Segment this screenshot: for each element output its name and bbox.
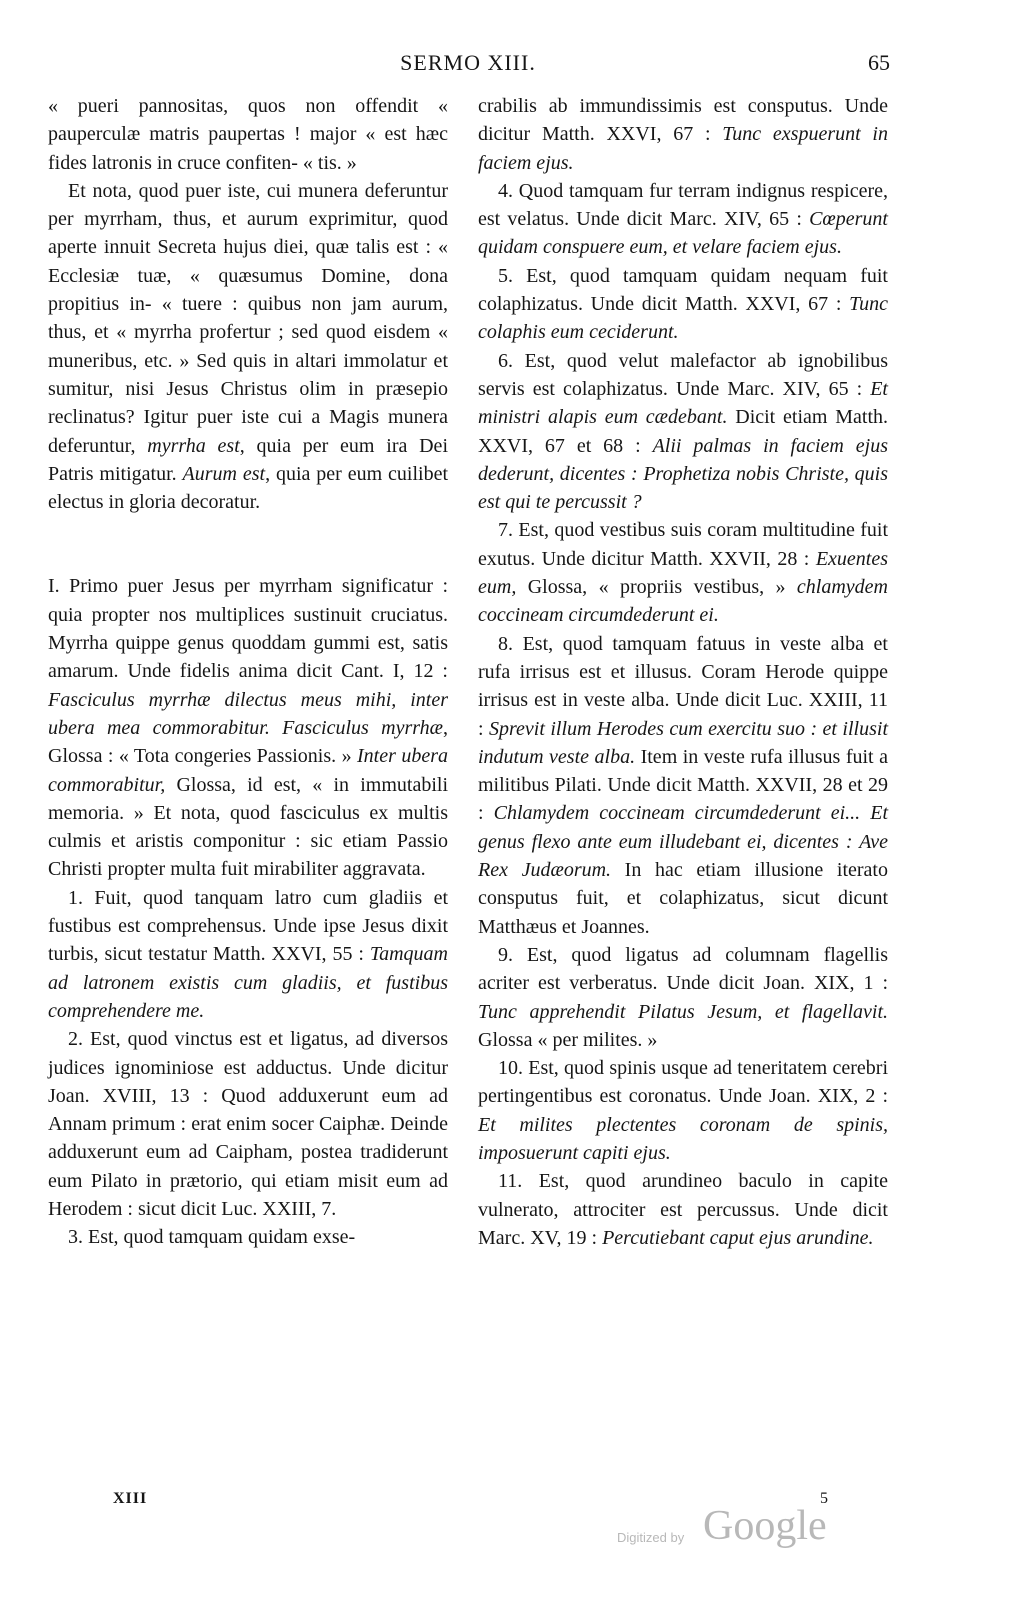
paragraph-secreta: Et nota, quod puer iste, cui munera deferuntur per myrrham, thus, et aurum exprimitur, quod aperte innuit Secreta hujus diei, quæ talis est : « Ecclesiæ tuæ, « quæsumus Domine, dona propitius in- « tuere : quibus non jam aurum, thus, et « myrrha profertur ; sed quod eisdem « muneribus, etc. » Sed quis in altari immolatur et sumitur, nisi Jesus Christus olim in præsepio reclinatus? Igitur puer iste cui a Magis munera deferuntur, myrrha est, quia per eum ira Dei Patris mitigatur. Aurum est, quia per eum cuilibet electus in gloria decoratur. [48,179,448,514]
running-header [46,50,890,84]
page-number: 65 [868,50,890,75]
paragraph-point-6: 6. Est, quod velut malefactor ab ignobilibus servis est colaphizatus. Unde Marc. XIV, 65 : Et ministri alapis eum cædebant. Dicit etiam Matth. XXVI, 67 et 68 : Alii palmas in faciem ejus dederunt, dicentes : Prophetiza nobis Christe, quis est qui te percussit ? [478,349,889,514]
paragraph-point-11: 11. Est, quod arundineo baculo in capite vulnerato, attrociter est percussus. Unde dicit Marc. XV, 19 : Percutiebant caput ejus arundine. [478,1170,888,1249]
paragraph-point-3-cont: crabilis ab immundissimis est consputus. Unde dicitur Matth. XXVI, 67 : Tunc exspuerunt in faciem ejus. [478,95,888,174]
paragraph-point-5: 5. Est, quod tamquam quidam nequam fuit colaphizatus. Unde dicit Matth. XXVI, 67 : Tunc colaphis eum ceciderunt. [478,264,888,344]
page-title: SERMO XIII. [400,50,536,75]
left-column [48,92,448,1252]
paragraph-point-1: 1. Fuit, quod tanquam latro cum gladiis et fustibus est comprehensus. Unde ipse Jesus dixit turbis, sicut testatur Matth. XXVI, 55 : Tamquam ad latronem existis cum gladiis, et fustibus comprehendere me. [48,886,448,1022]
paragraph-point-7: 7. Est, quod vestibus suis coram multitudine fuit exutus. Unde dicitur Matth. XXVII, 28 : Exuentes eum, Glossa, « propriis vestibus, » chlamydem coccineam circumdederunt ei. [478,519,888,627]
paragraph-point-9: 9. Est, quod ligatus ad columnam flagellis acriter est verberatus. Unde dicit Joan. XIX, 1 : Tunc apprehendit Pilatus Jesum, et flagellavit. Glossa « per milites. » [478,943,888,1051]
paragraph-point-3: 3. Est, quod tamquam quidam exse- [68,1226,356,1249]
signature-number: 5 [820,1490,828,1507]
paragraph-section-1: I. Primo puer Jesus per myrrham significatur : quia propter nos multiplices sustinuit cruciatus. Myrrha quippe genus quoddam gummi est, satis amarum. Unde fidelis anima dicit Cant. I, 12 : Fasciculus myrrhæ dilectus meus mihi, inter ubera mea commorabitur. Fasciculus myrrhæ, Glossa : « Tota congeries Passionis. » Inter ubera commorabitur, Glossa, id est, « in immutabili memoria. » Et nota, quod fasciculus ex multis culmis et aristis componitur : sic etiam Passio Christi propter multa fuit mirabiliter aggravata. [48,575,448,881]
digitized-watermark [617,1502,877,1552]
right-column [478,92,888,1252]
paragraph-quote-end: « pueri pannositas, quos non offendit « pauperculæ matris paupertas ! major « est hæc fides latronis in cruce confiten- « tis. » [48,95,448,174]
paragraph-point-8: 8. Est, quod tamquam fatuus in veste alba et rufa irrisus est et illusus. Coram Herode quippe irrisus est in veste alba. Unde dicit Luc. XXIII, 11 : Sprevit illum Herodes cum exercitu suo : et illusit indutum veste alba. Item in veste rufa illusus fuit a militibus Pilati. Unde dicit Matth. XXVII, 28 et 29 : Chlamydem coccineam circumdederunt ei... Et genus flexo ante eum illudebant ei, dicentes : Ave Rex Judæorum. In hac etiam illusione iterato consputus fuit, et colaphizatus, sicut dicunt Matthæus et Joannes. [478,632,889,938]
watermark-small-text: Digitized by [617,1530,685,1545]
watermark-logo-text: Google [703,1503,827,1549]
paragraph-point-10: 10. Est, quod spinis usque ad teneritatem cerebri pertingentibus est coronatus. Unde Joan. XIX, 2 : Et milites plectentes coronam de spinis, imposuerunt capiti ejus. [478,1057,888,1164]
paragraph-point-2: 2. Est, quod vinctus est et ligatus, ad diversos judices ignominiose est adductus. Unde dicitur Joan. XVIII, 13 : Quod adduxerunt eum ad Annam primum : erat enim socer Caiphæ. Deinde adduxerunt eum ad Caipham, postea tradiderunt eum Pilato in prætorio, qui etiam misit eum ad Herodem : sicut dicit Luc. XXIII, 7. [48,1028,448,1220]
paragraph-point-4: 4. Quod tamquam fur terram indignus respicere, est velatus. Unde dicit Marc. XIV, 65 : Cœperunt quidam conspuere eum, et velare faciem ejus. [478,179,888,259]
signature-mark: XIII [113,1490,148,1507]
